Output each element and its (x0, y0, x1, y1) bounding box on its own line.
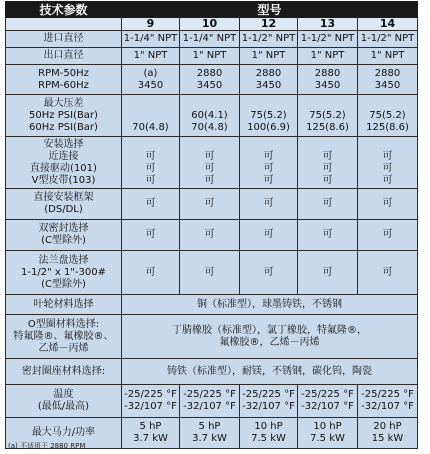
oring-value (122, 315, 418, 359)
row-double-seal (6, 220, 418, 251)
temperature-f: -25/225 °F (183, 389, 236, 400)
seat-value: 铸铁（标准型），耐镁，不锈钢，碳化钨，陶瓷 (122, 359, 418, 385)
mounting-cell (240, 137, 298, 189)
label-oring (6, 315, 122, 359)
flange-value: 可 (240, 251, 298, 295)
mounting-cell (122, 137, 180, 189)
power-hp: 5 hP (139, 421, 162, 432)
power-cell (240, 418, 298, 449)
frame-value: 可 (358, 189, 418, 220)
temperature-cell (358, 385, 418, 418)
mounting-close-value: 可 (322, 150, 333, 162)
row-temperature (6, 385, 418, 418)
model-13: 13 (298, 18, 358, 31)
rpm-label-60hz: RPM-60Hz (38, 79, 89, 91)
pressure-50hz: 75(5.2) (250, 109, 287, 121)
rpm-cell (358, 65, 418, 95)
mounting-vbelt-value: 可 (204, 174, 215, 186)
flange-label-sub: (C型除外) (41, 278, 86, 290)
outlet-value: 1" NPT (240, 48, 298, 65)
label-inlet: 进口直径 (6, 31, 122, 48)
temperature-f: -25/225 °F (301, 389, 354, 400)
flange-label-title: 法兰盘选择 (38, 254, 89, 266)
inlet-value: 1-1/2" NPT (358, 31, 418, 48)
mounting-close-value: 可 (204, 150, 215, 162)
model-12: 12 (240, 18, 298, 31)
mounting-label-vbelt: V型皮带(103) (31, 174, 96, 186)
label-seat: 密封圈座材料选择: (6, 359, 122, 385)
double-seal-value: 可 (180, 220, 240, 251)
mounting-cell (180, 137, 240, 189)
mounting-vbelt-value: 可 (382, 174, 393, 186)
power-kw: 7.5 kW (310, 433, 345, 444)
temperature-c: -32/107 °F (183, 401, 236, 412)
rpm-50hz: 2880 (314, 67, 341, 79)
mounting-direct-value: 可 (145, 162, 156, 174)
label-mounting (6, 137, 122, 189)
pressure-50hz: 75(5.2) (309, 109, 346, 121)
power-kw: 3.7 kW (133, 433, 168, 444)
model-row-blank (6, 18, 122, 31)
rpm-60hz: 3450 (196, 79, 223, 91)
outlet-value: 1" NPT (358, 48, 418, 65)
mounting-label-direct: 直接驱动(101) (30, 162, 97, 174)
mounting-vbelt-value: 可 (322, 174, 333, 186)
inlet-value: 1-1/4" NPT (180, 31, 240, 48)
flange-value: 可 (180, 251, 240, 295)
label-flange (6, 251, 122, 295)
pressure-60hz: 70(4.8) (132, 121, 169, 133)
impeller-value: 铜（标准型），球墨铸铁，不锈钢 (122, 295, 418, 315)
label-pressure (6, 95, 122, 137)
rpm-cell (298, 65, 358, 95)
flange-value: 可 (358, 251, 418, 295)
model-10: 10 (180, 18, 240, 31)
frame-label-sub: (DS/DL) (44, 204, 83, 215)
spec-sheet (5, 1, 417, 449)
mounting-label-title: 安装选择 (43, 138, 84, 150)
outlet-value: 1" NPT (122, 48, 180, 65)
outlet-value: 1" NPT (180, 48, 240, 65)
flange-value: 可 (122, 251, 180, 295)
header-row (6, 2, 418, 18)
rpm-cell (122, 65, 180, 95)
temperature-cell (240, 385, 298, 418)
power-hp: 20 hP (373, 421, 402, 432)
power-cell (122, 418, 180, 449)
mounting-close-value: 可 (145, 150, 156, 162)
temperature-label-sub: (最低/最高) (37, 401, 90, 412)
mounting-cell (298, 137, 358, 189)
double-seal-value: 可 (240, 220, 298, 251)
row-mounting (6, 137, 418, 189)
mounting-vbelt-value: 可 (145, 174, 156, 186)
row-oring (6, 315, 418, 359)
temperature-c: -32/107 °F (361, 401, 414, 412)
temperature-cell (180, 385, 240, 418)
model-number-row (6, 18, 418, 31)
rpm-50hz: 2880 (374, 67, 401, 79)
pressure-cell (180, 95, 240, 137)
label-double-seal (6, 220, 122, 251)
power-hp: 10 hP (313, 421, 342, 432)
power-hp: 10 hP (254, 421, 283, 432)
rpm-cell (240, 65, 298, 95)
label-power: 最大马力/功率 (6, 418, 122, 449)
label-frame (6, 189, 122, 220)
footnote: (a) 不适用于 2880 RPM (8, 442, 86, 450)
frame-value: 可 (122, 189, 180, 220)
temperature-label-title: 温度 (53, 389, 74, 400)
inlet-value: 1-1/4" NPT (122, 31, 180, 48)
rpm-60hz: 3450 (137, 79, 164, 91)
power-cell (298, 418, 358, 449)
pressure-label-60hz: 60Hz PSI(Bar) (29, 121, 98, 133)
row-pressure (6, 95, 418, 137)
temperature-f: -25/225 °F (242, 389, 295, 400)
mounting-direct-value: 可 (322, 162, 333, 174)
row-rpm (6, 65, 418, 95)
double-seal-value: 可 (122, 220, 180, 251)
outlet-value: 1" NPT (298, 48, 358, 65)
pressure-50hz: 60(4.1) (191, 109, 228, 121)
frame-value: 可 (298, 189, 358, 220)
pressure-60hz: 125(8.6) (366, 121, 409, 133)
double-seal-label-title: 双密封选择 (38, 223, 89, 234)
pressure-50hz (122, 110, 179, 122)
label-outlet: 出口直径 (6, 48, 122, 65)
double-seal-value: 可 (358, 220, 418, 251)
row-impeller (6, 295, 418, 315)
mounting-direct-value: 可 (382, 162, 393, 174)
mounting-vbelt-value: 可 (263, 174, 274, 186)
frame-label-title: 直接安装框架 (33, 192, 94, 203)
mounting-cell (358, 137, 418, 189)
oring-value-line-2: 氟橡胶®，乙烯－丙烯 (219, 336, 320, 348)
rpm-50hz: (a) (143, 67, 158, 79)
rpm-60hz: 3450 (374, 79, 401, 91)
mounting-label-close: 近连接 (48, 150, 79, 162)
frame-value: 可 (180, 189, 240, 220)
oring-label-materials: 特氟隆®、氟橡胶®、 (13, 330, 114, 342)
power-cell (358, 418, 418, 449)
double-seal-value: 可 (298, 220, 358, 251)
pressure-60hz: 70(4.8) (191, 121, 228, 133)
temperature-cell (298, 385, 358, 418)
rpm-60hz: 3450 (255, 79, 282, 91)
pressure-60hz: 125(8.6) (306, 121, 349, 133)
rpm-50hz: 2880 (196, 67, 223, 79)
model-9: 9 (122, 18, 180, 31)
temperature-f: -25/225 °F (361, 389, 414, 400)
rpm-label-50hz: RPM-50Hz (38, 67, 89, 79)
power-cell (180, 418, 240, 449)
rpm-cell (180, 65, 240, 95)
inlet-value: 1-1/2" NPT (240, 31, 298, 48)
spec-header: 技术参数 (6, 2, 122, 18)
model-14: 14 (358, 18, 418, 31)
label-impeller: 叶轮材料选择 (6, 295, 122, 315)
row-flange (6, 251, 418, 295)
mounting-close-value: 可 (263, 150, 274, 162)
oring-label-epdm: 乙烯－丙烯 (38, 342, 89, 354)
temperature-c: -32/107 °F (242, 401, 295, 412)
power-kw: 15 kW (371, 433, 404, 444)
row-frame (6, 189, 418, 220)
pressure-50hz: 75(5.2) (369, 109, 406, 121)
temperature-cell (122, 385, 180, 418)
label-rpm (6, 65, 122, 95)
flange-value: 可 (298, 251, 358, 295)
pressure-label-50hz: 50Hz PSI(Bar) (29, 109, 98, 121)
model-header: 型号 (122, 2, 418, 18)
pressure-60hz: 100(6.9) (247, 121, 290, 133)
pressure-cell (298, 95, 358, 137)
spec-table (5, 1, 418, 449)
temperature-c: -32/107 °F (124, 401, 177, 412)
frame-value: 可 (240, 189, 298, 220)
power-hp: 5 hP (198, 421, 221, 432)
temperature-c: -32/107 °F (301, 401, 354, 412)
pressure-cell (358, 95, 418, 137)
oring-label-title: O型圈材料选择: (27, 318, 100, 330)
oring-value-line-1: 丁腈橡胶（标准型），氯丁橡胶，特氟隆®， (172, 324, 367, 336)
double-seal-label-sub: (C型除外) (41, 235, 86, 246)
pressure-label-title: 最大压差 (43, 97, 84, 109)
temperature-f: -25/225 °F (124, 389, 177, 400)
mounting-close-value: 可 (382, 150, 393, 162)
pressure-cell (240, 95, 298, 137)
mounting-direct-value: 可 (263, 162, 274, 174)
inlet-value: 1-1/2" NPT (298, 31, 358, 48)
row-outlet (6, 48, 418, 65)
rpm-50hz: 2880 (255, 67, 282, 79)
pressure-cell (122, 95, 180, 137)
row-seat (6, 359, 418, 385)
flange-label-size: 1-1/2" x 1"-300# (21, 266, 106, 278)
mounting-direct-value: 可 (204, 162, 215, 174)
label-temperature (6, 385, 122, 418)
row-inlet (6, 31, 418, 48)
power-kw: 3.7 kW (192, 433, 227, 444)
rpm-60hz: 3450 (314, 79, 341, 91)
power-kw: 7.5 kW (251, 433, 286, 444)
